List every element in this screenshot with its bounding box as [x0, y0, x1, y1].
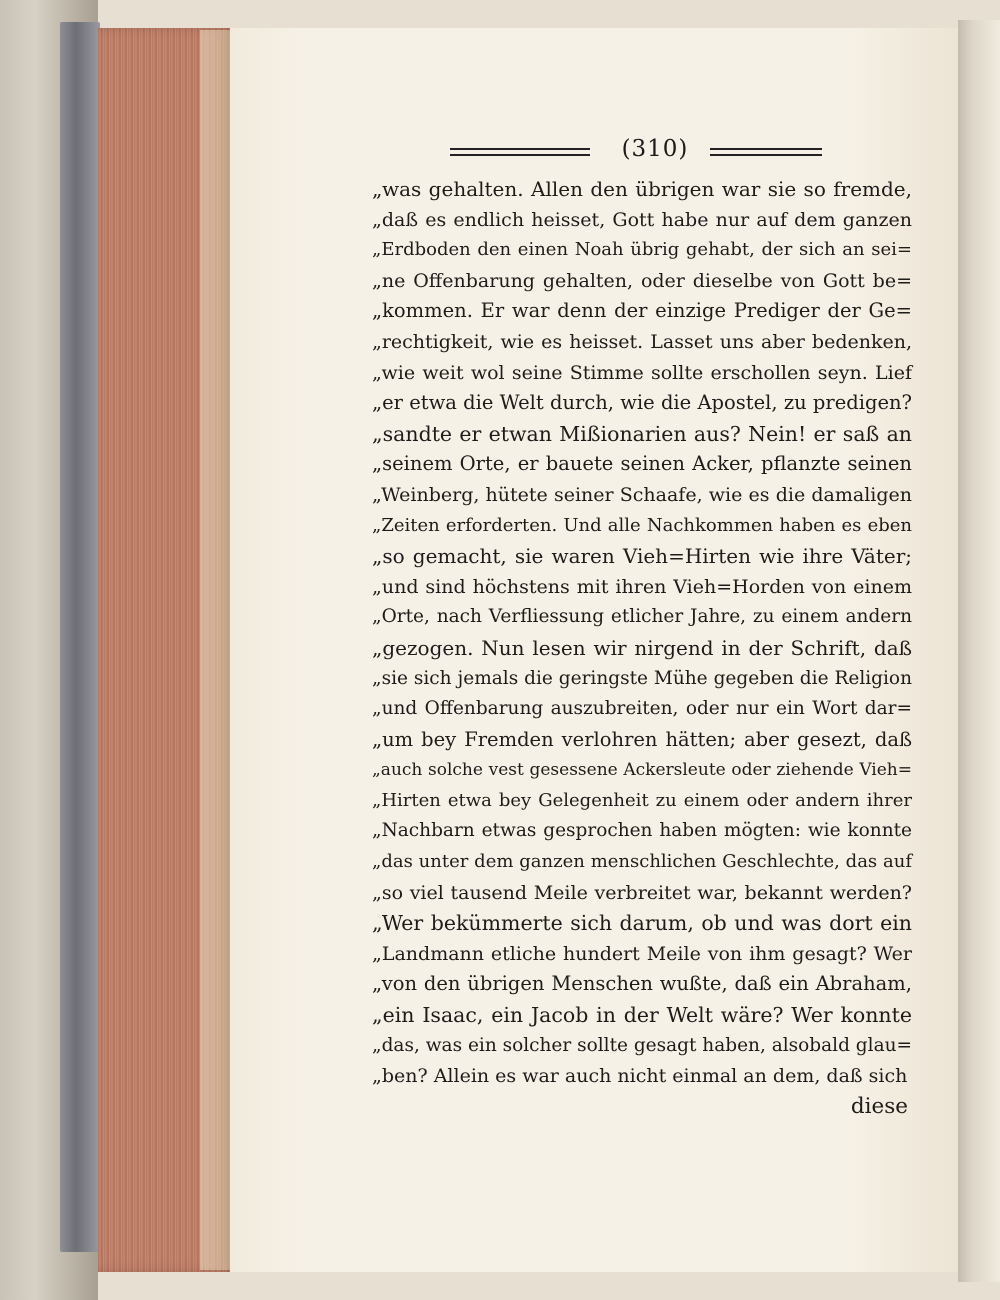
page-number: (310)	[621, 136, 689, 162]
text-line: „Wer bekümmerte sich darum, ob und was dort ein	[372, 911, 912, 936]
book-board-edge	[60, 22, 100, 1252]
text-line: „kommen. Er war denn der einzige Prediger der Ge=	[372, 299, 912, 323]
text-line: „Weinberg, hütete seiner Schaafe, wie es die damaligen	[372, 483, 912, 506]
text-line: „Orte, nach Verfliessung etlicher Jahre, zu einem andern	[372, 606, 912, 628]
text-line: „und sind höchstens mit ihren Vieh=Horden von einem	[372, 575, 912, 598]
text-line: „daß es endlich heisset, Gott habe nur auf dem ganzen	[372, 208, 912, 231]
text-line: „Zeiten erforderten. Und alle Nachkommen haben es eben	[372, 514, 912, 536]
text-line: „sandte er etwan Mißionarien aus? Nein! er saß an	[372, 421, 912, 446]
text-line: „so viel tausend Meile verbreitet war, bekannt werden?	[372, 881, 912, 904]
text-line: „von den übrigen Menschen wußte, daß ein Abraham,	[372, 972, 912, 996]
catchword: diese	[850, 1094, 908, 1119]
text-line: „ne Offenbarung gehalten, oder dieselbe von Gott be=	[372, 269, 912, 292]
text-line: „sie sich jemals die geringste Mühe gegeben die Religion	[372, 667, 912, 689]
header-rule-left	[450, 148, 590, 156]
text-line: „was gehalten. Allen den übrigen war sie so fremde,	[372, 177, 912, 201]
header-rule-right	[710, 148, 822, 156]
page-header	[450, 136, 822, 164]
text-line: „das unter dem ganzen menschlichen Geschlechte, das auf	[372, 851, 912, 873]
text-line: „rechtigkeit, wie es heisset. Lasset uns aber bedenken,	[372, 330, 912, 353]
text-line: „um bey Fremden verlohren hätten; aber gesezt, daß	[372, 727, 912, 751]
text-line: „Hirten etwa bey Gelegenheit zu einem oder andern ihrer	[372, 789, 912, 811]
text-line: „wie weit wol seine Stimme sollte erschollen seyn. Lief	[372, 361, 912, 384]
text-line: „ein Isaac, ein Jacob in der Welt wäre? Wer konnte	[372, 1003, 912, 1028]
text-line: „ben? Allein es war auch nicht einmal an dem, daß sich	[372, 1065, 908, 1088]
page-edge-highlight	[200, 30, 230, 1270]
text-line: „so gemacht, sie waren Vieh=Hirten wie ihre Väter;	[372, 544, 912, 569]
text-line: „auch solche vest gesessene Ackersleute oder ziehende Vieh=	[372, 760, 912, 781]
text-line: „das, was ein solcher sollte gesagt haben, alsobald glau=	[372, 1034, 913, 1056]
body-text	[372, 174, 912, 1092]
text-line: „Erdboden den einen Noah übrig gehabt, der sich an sei=	[372, 239, 912, 261]
facing-page-edge	[958, 20, 1000, 1282]
text-line: „gezogen. Nun lesen wir nirgend in der Schrift, daß	[372, 635, 912, 660]
text-line: „und Offenbarung auszubreiten, oder nur ein Wort dar=	[372, 698, 912, 720]
text-line: „seinem Orte, er bauete seinen Acker, pflanzte seinen	[372, 452, 912, 476]
text-line: „Nachbarn etwas gesprochen haben mögten: wie konnte	[372, 820, 912, 842]
text-line: „Landmann etliche hundert Meile von ihm gesagt? Wer	[372, 942, 912, 965]
text-line: „er etwa die Welt durch, wie die Apostel, zu predigen?	[372, 391, 912, 415]
